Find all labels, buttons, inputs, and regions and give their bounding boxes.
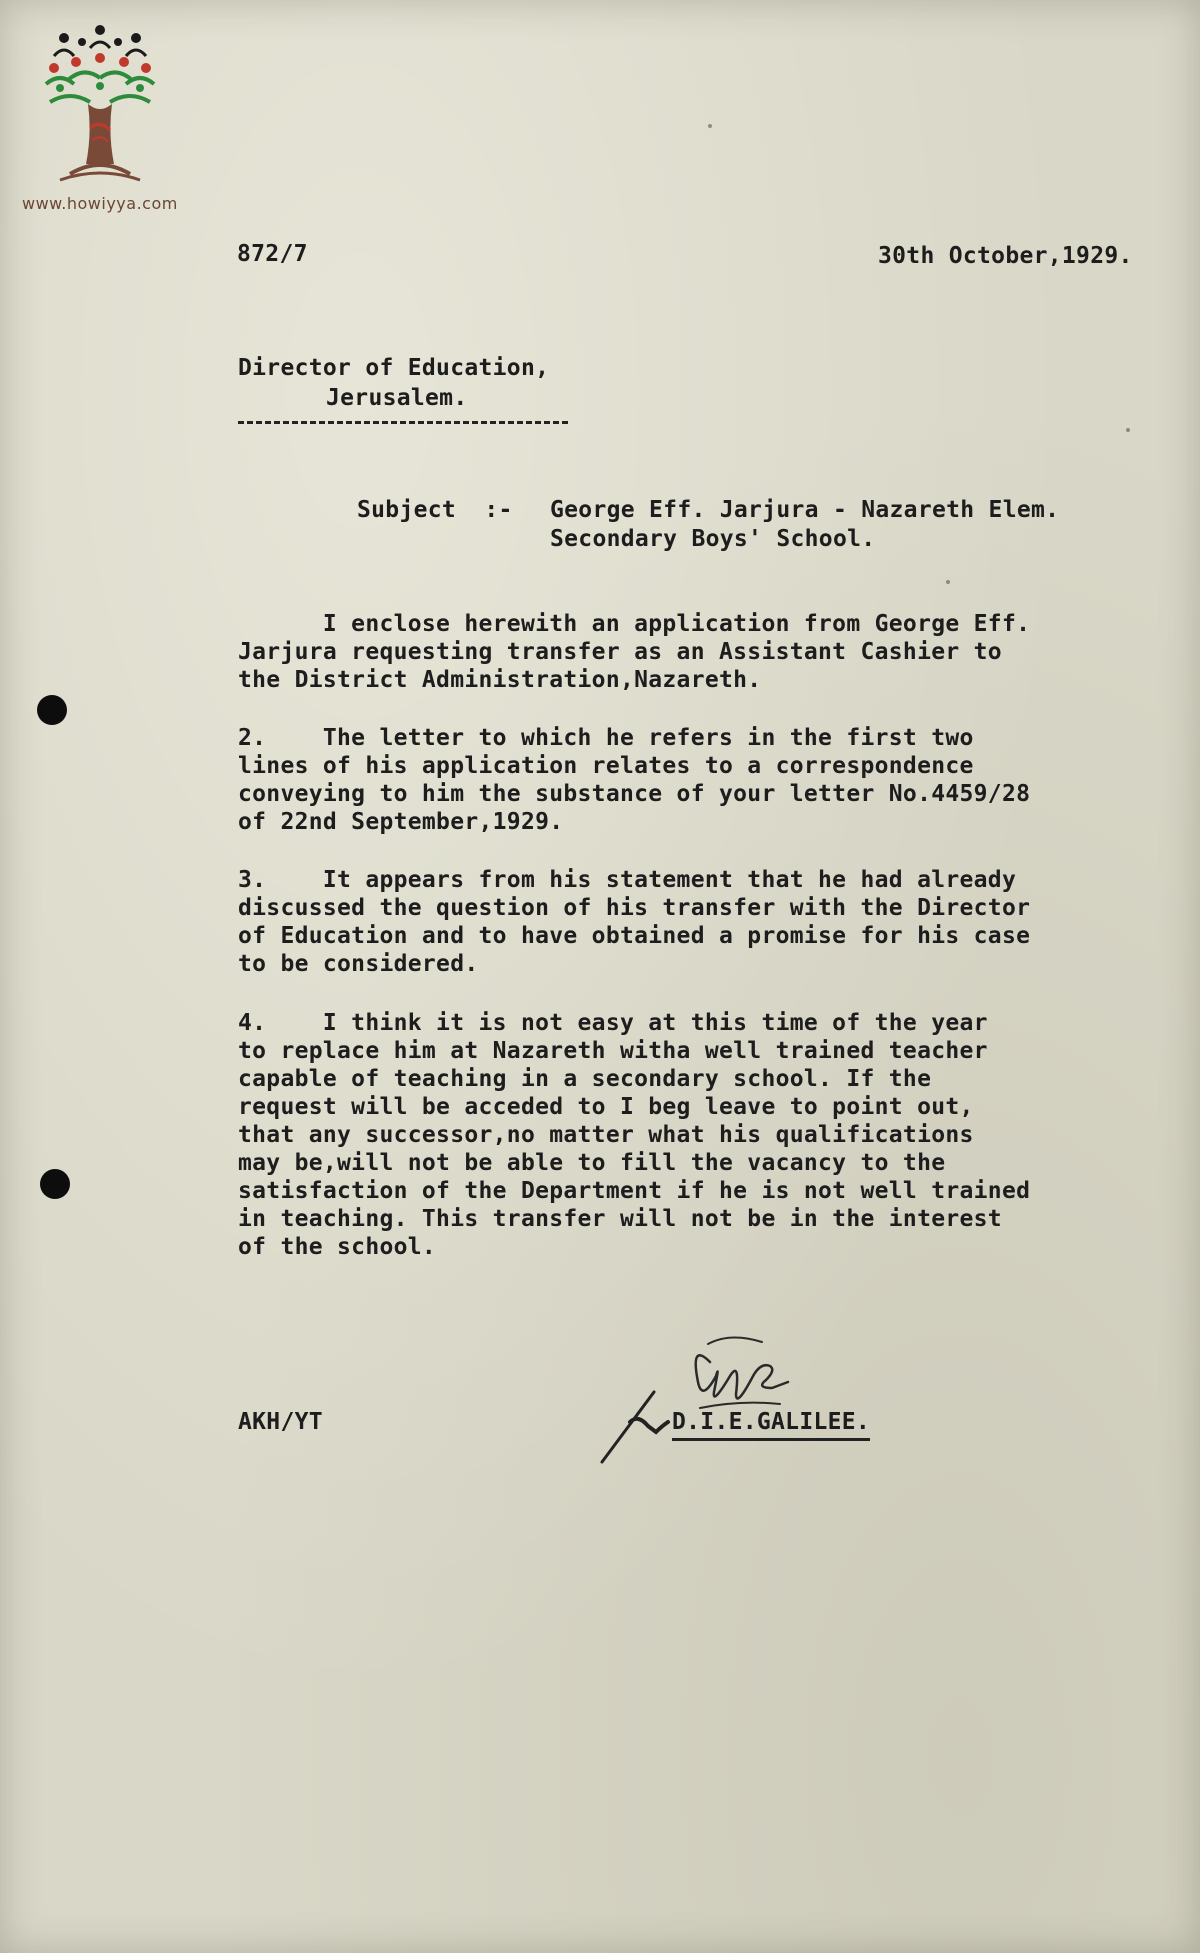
paragraph-3: 3. It appears from his statement that he had already discussed the question of his transfer with the Director of Education and to have obtained a promise for his case to be considered. [238, 867, 1031, 977]
letter-date: 30th October,1929. [878, 243, 1133, 269]
addressee-line-2: Jerusalem. [326, 385, 468, 411]
reference-number: 872/7 [237, 241, 308, 267]
paper-speck [946, 580, 950, 584]
punch-hole-icon [40, 1169, 70, 1199]
paragraph-2: 2. The letter to which he refers in the first two lines of his application relates to a correspondence conveying to him the substance of your letter No.4459/28 of 22nd September,1929. [238, 725, 1031, 835]
signatory-title: D.I.E.GALILEE. [672, 1408, 870, 1441]
addressee-underline [238, 421, 568, 424]
paper-speck [1126, 428, 1130, 432]
subject-line-1: George Eff. Jarjura - Nazareth Elem. [550, 497, 1060, 523]
subject-line-2: Secondary Boys' School. [550, 526, 876, 552]
typist-initials: AKH/YT [238, 1409, 323, 1435]
addressee-line-1: Director of Education, [238, 355, 550, 381]
paragraph-1: I enclose herewith an application from George Eff. Jarjura requesting transfer as an Assistant Cashier to the District Administration,Nazareth. [238, 611, 1031, 693]
family-tree-logo-icon [40, 24, 160, 189]
punch-hole-icon [37, 695, 67, 725]
logo-url-text: www.howiyya.com [22, 194, 178, 213]
handwritten-signature-icon [590, 1322, 850, 1472]
howiyya-logo [18, 24, 198, 214]
paragraph-4: 4. I think it is not easy at this time of the year to replace him at Nazareth witha well trained teacher capable of teaching in a secondary school. If the request will be acceded to I beg leave to point out, that any successor,no matter what his qualifications may be,will not be able to fill the vacancy to the satisfaction of the Department if he is not well trained in teaching. This transfer will not be in the interest of the school. [238, 1010, 1031, 1260]
paper-speck [708, 124, 712, 128]
subject-label: Subject :- [357, 497, 513, 523]
